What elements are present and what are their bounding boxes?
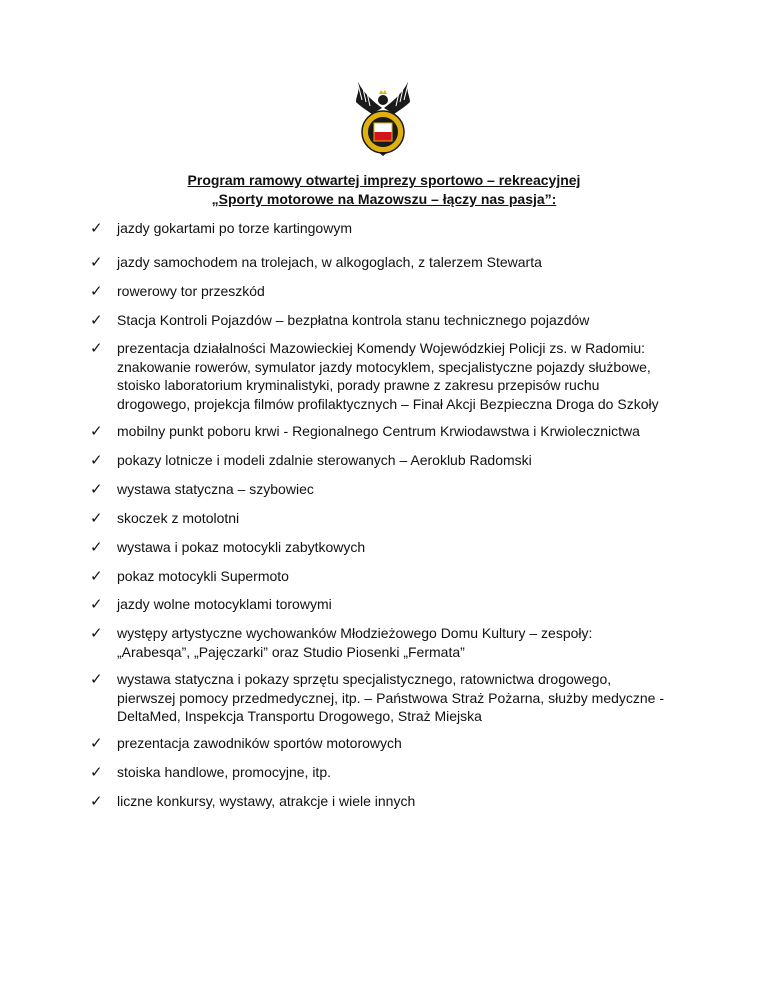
title-line-2: „Sporty motorowe na Mazowszu – łączy nas pasja”: — [211, 191, 557, 207]
checkmark-icon: ✓ — [90, 670, 103, 688]
list-item-text: jazdy samochodem na trolejach, w alkogoglach, z talerzem Stewarta — [117, 254, 542, 270]
list-item-text: jazdy wolne motocyklami torowymi — [117, 596, 332, 612]
checkmark-icon: ✓ — [90, 311, 103, 329]
list-item-text: wystawa statyczna – szybowiec — [117, 481, 314, 497]
checkmark-icon: ✓ — [90, 253, 103, 271]
list-item-text: skoczek z motolotni — [117, 510, 240, 526]
list-item-text: wystawa i pokaz motocykli zabytkowych — [117, 539, 366, 555]
list-item-text: jazdy gokartami po torze kartingowym — [117, 220, 352, 236]
list-item-text: wystawa statyczna i pokazy sprzętu specjalistycznego, ratownictwa drogowego, pierwszej pomocy przedmedycznej, itp. – Państwowa Straż Pożarna, służby medyczne - DeltaMed, Inspekcja Transportu Drogowego, Straż Miejska — [117, 671, 665, 724]
eagle-emblem-logo — [352, 78, 414, 156]
list-item-text: liczne konkursy, wystawy, atrakcje i wiele innych — [117, 793, 416, 809]
checkmark-icon: ✓ — [90, 451, 103, 469]
checkmark-icon: ✓ — [90, 567, 103, 585]
list-item-text: rowerowy tor przeszkód — [117, 283, 265, 299]
list-item-text: stoiska handlowe, promocyjne, itp. — [117, 764, 331, 780]
list-item-text: pokaz motocykli Supermoto — [117, 568, 289, 584]
checkmark-icon: ✓ — [90, 282, 103, 300]
list-item-text: występy artystyczne wychowanków Młodzieżowego Domu Kultury – zespoły: „Arabesqa”, „Pajęczarki” oraz Studio Piosenki „Fermata” — [117, 625, 593, 660]
list-item-text: prezentacja działalności Mazowieckiej Komendy Wojewódzkiej Policji zs. w Radomiu: znakowanie rowerów, symulator jazdy motocyklem, specjalistyczne pojazdy służbowe, stoisko laboratorium kryminalistyki, porady prawne z zakresu przepisów ruchu drogowego, projekcja filmów profilaktycznych – Finał Akcji Bezpieczna Droga do Szkoły — [117, 340, 659, 412]
checkmark-icon: ✓ — [90, 538, 103, 556]
checkmark-icon: ✓ — [90, 339, 103, 357]
title-line-1: Program ramowy otwartej imprezy sportowo – rekreacyjnej — [187, 172, 581, 188]
checkmark-icon: ✓ — [90, 422, 103, 440]
list-item-text: prezentacja zawodników sportów motorowych — [117, 735, 402, 751]
list-item-text: Stacja Kontroli Pojazdów – bezpłatna kontrola stanu technicznego pojazdów — [117, 312, 590, 328]
checkmark-icon: ✓ — [90, 792, 103, 810]
checkmark-icon: ✓ — [90, 595, 103, 613]
checkmark-icon: ✓ — [90, 734, 103, 752]
list-item-text: pokazy lotnicze i modeli zdalnie sterowanych – Aeroklub Radomski — [117, 452, 532, 468]
checkmark-icon: ✓ — [90, 509, 103, 527]
checkmark-icon: ✓ — [90, 219, 103, 237]
checkmark-icon: ✓ — [90, 624, 103, 642]
checkmark-icon: ✓ — [90, 763, 103, 781]
program-title — [0, 171, 768, 209]
checkmark-icon: ✓ — [90, 480, 103, 498]
list-item-text: mobilny punkt poboru krwi - Regionalnego Centrum Krwiodawstwa i Krwiolecznictwa — [117, 423, 640, 439]
